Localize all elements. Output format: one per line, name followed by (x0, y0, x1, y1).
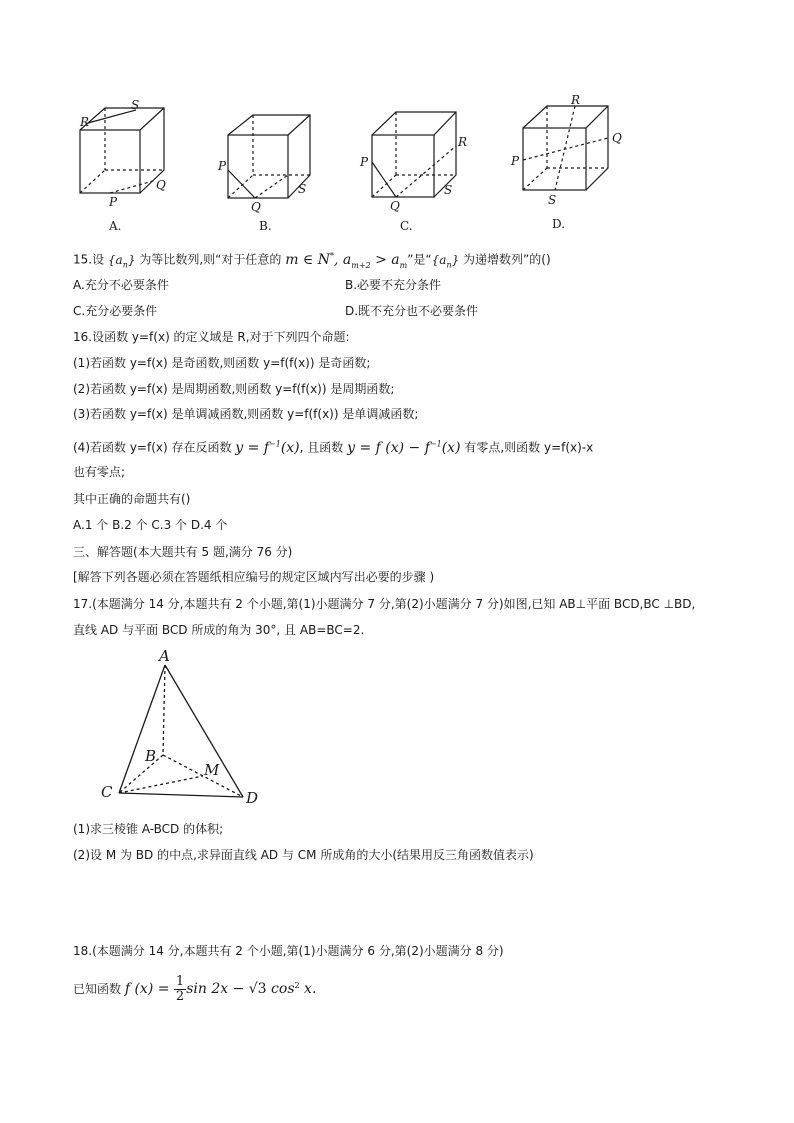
label-tetra-b: B (145, 747, 157, 765)
label-b-p: P (218, 159, 227, 173)
section-3-note: [解答下列各题必须在答题纸相应编号的规定区域内写出必要的步骤 ) (73, 570, 435, 584)
fraction-one-half: $\frac{1}{2}$ (175, 974, 185, 1004)
label-tetra-c: C (101, 783, 113, 801)
q17-sub2: (2)设 M 为 BD 的中点,求异面直线 AD 与 CM 所成角的大小(结果用反三角函数值表示) (73, 848, 534, 862)
q15-option-d: D.既不充分也不必要条件 (345, 304, 479, 318)
label-d-p: P (511, 154, 520, 168)
label-d-s: S (548, 193, 557, 207)
caption-d: D. (552, 217, 566, 231)
q18-function: 已知函数 f (x) = $\frac{1}{2}$ sin 2x − √3 $\cos^2 x$. (73, 974, 317, 1004)
label-a-q: Q (156, 178, 166, 192)
cube-figures (60, 90, 640, 240)
q15-option-a: A.充分不必要条件 (73, 278, 169, 292)
q16-prop-4: (4)若函数 y=f(x) 存在反函数 $y = f^{-1}(x)$, 且函数 y = f $(x) - f^{-1}(x)$ 有零点,则函数 y=f(x)-x (73, 439, 594, 456)
label-c-r: R (458, 135, 468, 149)
q15-stem: 15.设 $\{a_n\}$ 为等比数列,则“对于任意的 m ∈ N*, $a_{m+2} > a_m$”是“$\{a_n\}$ 为递增数列”的() (73, 251, 551, 270)
label-d-q: Q (612, 131, 622, 145)
label-tetra-m: M (204, 761, 220, 779)
label-b-s: S (298, 182, 307, 196)
q16-count: 其中正确的命题共有() (73, 492, 191, 506)
caption-b: B. (259, 219, 272, 233)
q17-line2: 直线 AD 与平面 BCD 所成的角为 30°, 且 AB=BC=2. (73, 623, 365, 637)
label-tetra-d: D (246, 789, 259, 807)
label-tetra-a: A (159, 647, 170, 665)
label-a-p: P (109, 195, 118, 209)
label-c-q: Q (390, 199, 400, 213)
label-c-s: S (444, 183, 453, 197)
q16-options: A.1 个 B.2 个 C.3 个 D.4 个 (73, 518, 228, 532)
q15-option-b: B.必要不充分条件 (345, 278, 442, 292)
label-d-r: R (571, 93, 581, 107)
caption-c: C. (400, 219, 413, 233)
q18-line1: 18.(本题满分 14 分,本题共有 2 个小题,第(1)小题满分 6 分,第(2)小题满分 8 分) (73, 944, 504, 958)
section-3-title: 三、解答题(本大题共有 5 题,满分 76 分) (73, 545, 293, 559)
cube-a (80, 108, 164, 193)
q16-prop-4-cont: 也有零点; (73, 465, 126, 479)
label-a-s: S (131, 98, 140, 112)
caption-a: A. (109, 219, 122, 233)
q17-sub1: (1)求三棱锥 A-BCD 的体积; (73, 822, 224, 836)
q17-line1: 17.(本题满分 14 分,本题共有 2 个小题,第(1)小题满分 7 分,第(2)小题满分 7 分)如图,已知 AB⊥平面 BCD,BC ⊥BD, (73, 597, 696, 611)
q16-prop-3: (3)若函数 y=f(x) 是单调减函数,则函数 y=f(f(x)) 是单调减函数; (73, 407, 419, 421)
cube-d (523, 106, 608, 190)
tetrahedron-figure (95, 645, 275, 815)
label-a-r: R (80, 115, 90, 129)
q16-prop-1: (1)若函数 y=f(x) 是奇函数,则函数 y=f(f(x)) 是奇函数; (73, 356, 371, 370)
q16-stem: 16.设函数 y=f(x) 的定义域是 R,对于下列四个命题: (73, 330, 350, 344)
label-c-p: P (360, 155, 369, 169)
label-b-q: Q (251, 200, 261, 214)
q16-prop-2: (2)若函数 y=f(x) 是周期函数,则函数 y=f(f(x)) 是周期函数; (73, 382, 395, 396)
q15-option-c: C.充分必要条件 (73, 304, 158, 318)
